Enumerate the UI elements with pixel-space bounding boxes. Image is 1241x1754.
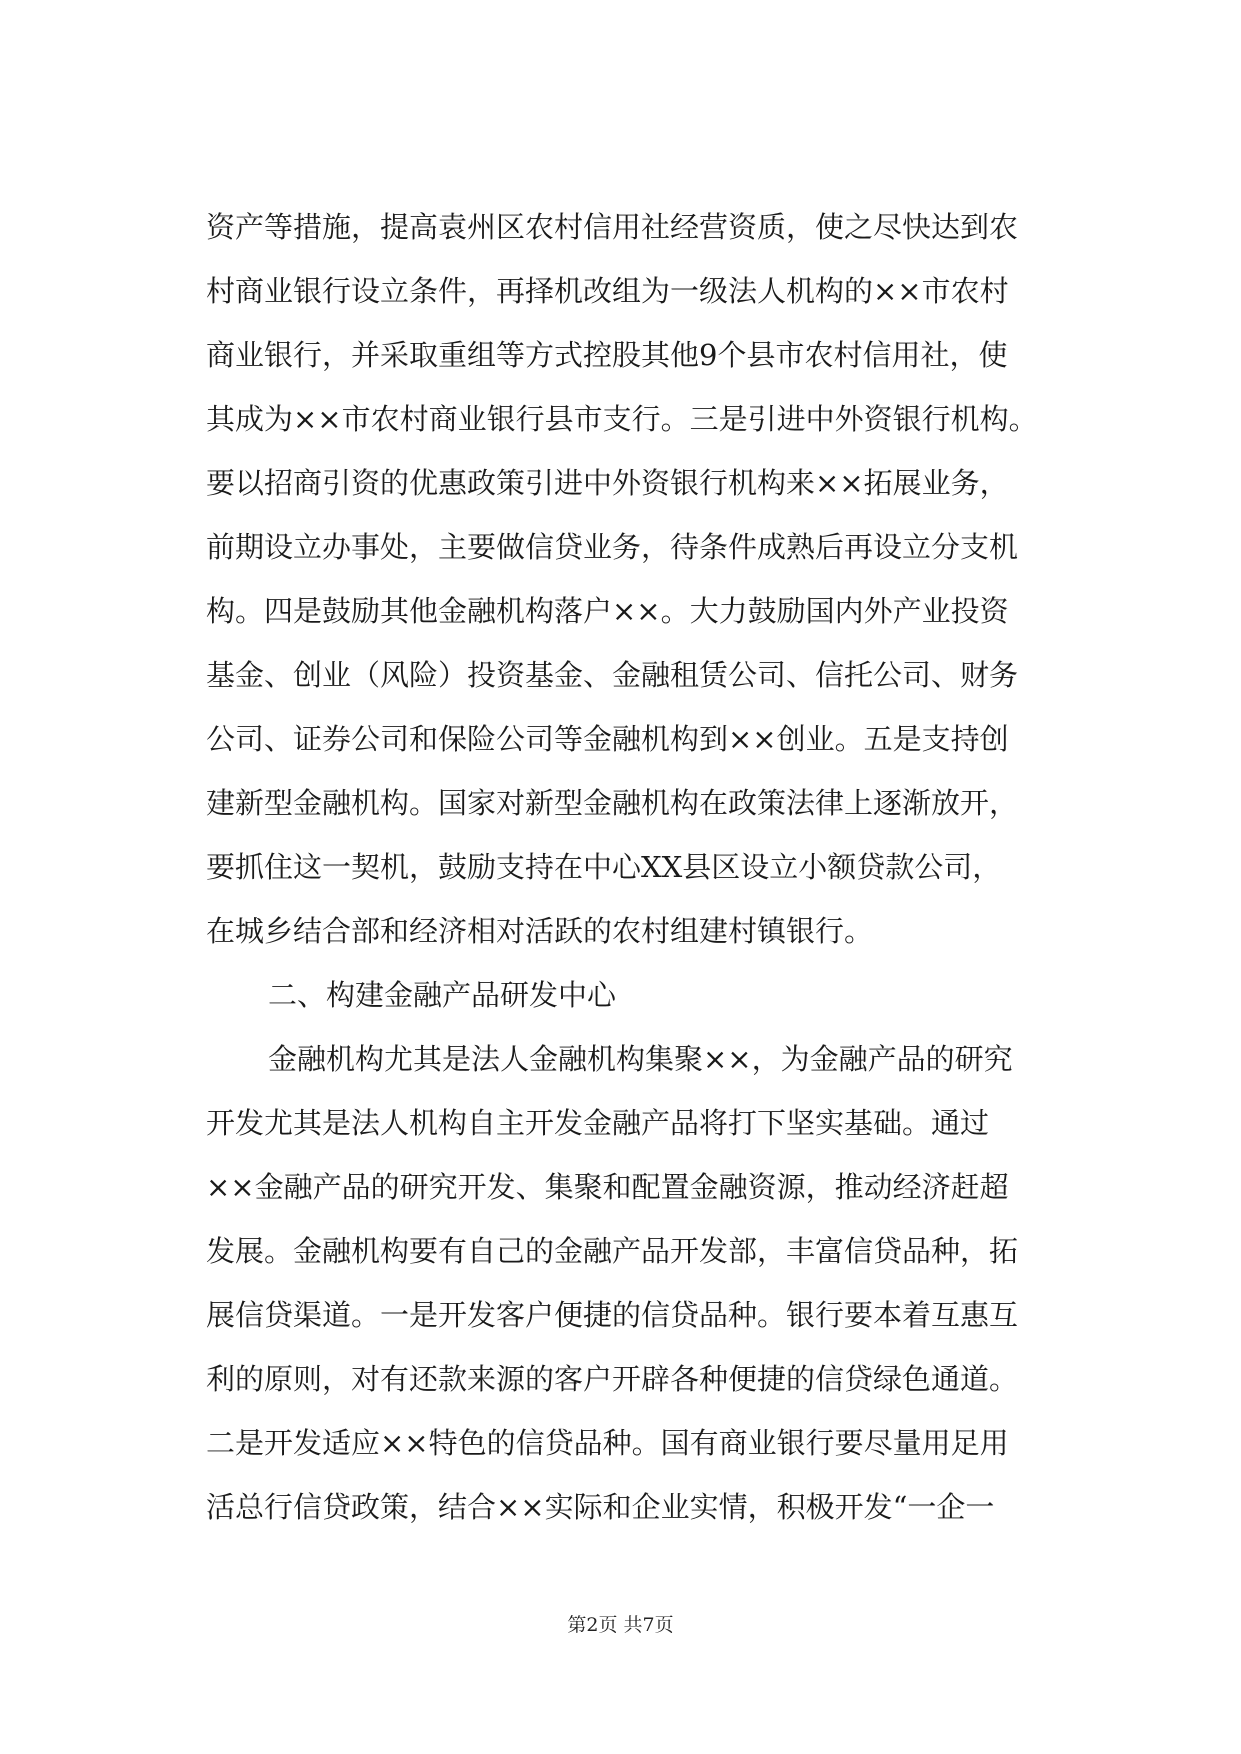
text-line: 在城乡结合部和经济相对活跃的农村组建村镇银行。 <box>206 914 874 948</box>
text-line: 其成为××市农村商业银行县市支行。三是引进中外资银行机构。 <box>206 402 1038 436</box>
document-body <box>206 203 1096 1547</box>
section-heading: 二、构建金融产品研发中心 <box>268 978 617 1012</box>
text-line: 发展。金融机构要有自己的金融产品开发部，丰富信贷品种，拓 <box>206 1234 1019 1268</box>
text-line: 前期设立办事处，主要做信贷业务，待条件成熟后再设立分支机 <box>206 530 1019 564</box>
text-line: 商业银行，并采取重组等方式控股其他9个县市农村信用社，使 <box>206 338 1008 372</box>
text-line: 展信贷渠道。一是开发客户便捷的信贷品种。银行要本着互惠互 <box>206 1298 1019 1332</box>
text-line: 建新型金融机构。国家对新型金融机构在政策法律上逐渐放开， <box>206 786 1019 820</box>
text-line: 基金、创业（风险）投资基金、金融租赁公司、信托公司、财务 <box>206 658 1019 692</box>
text-line: 要抓住这一契机，鼓励支持在中心XX县区设立小额贷款公司， <box>206 850 1002 884</box>
text-line: 公司、证券公司和保险公司等金融机构到××创业。五是支持创 <box>206 722 1009 756</box>
text-line: 要以招商引资的优惠政策引进中外资银行机构来××拓展业务， <box>206 466 1009 500</box>
page-number-footer: 第2页 共7页 <box>567 1614 674 1636</box>
paragraph-start-line: 金融机构尤其是法人金融机构集聚××，为金融产品的研究 <box>268 1042 1013 1076</box>
text-line: 开发尤其是法人机构自主开发金融产品将打下坚实基础。通过 <box>206 1106 990 1140</box>
text-line: 构。四是鼓励其他金融机构落户××。大力鼓励国内外产业投资 <box>206 594 1009 628</box>
text-line: ××金融产品的研究开发、集聚和配置金融资源，推动经济赶超 <box>206 1170 1009 1204</box>
text-line: 资产等措施，提高袁州区农村信用社经营资质，使之尽快达到农 <box>206 210 1019 244</box>
text-line: 村商业银行设立条件，再择机改组为一级法人机构的××市农村 <box>206 274 1009 308</box>
text-line: 活总行信贷政策，结合××实际和企业实情，积极开发“一企一 <box>206 1490 995 1524</box>
text-line: 二是开发适应××特色的信贷品种。国有商业银行要尽量用足用 <box>206 1426 1009 1460</box>
text-line: 利的原则，对有还款来源的客户开辟各种便捷的信贷绿色通道。 <box>206 1362 1019 1396</box>
